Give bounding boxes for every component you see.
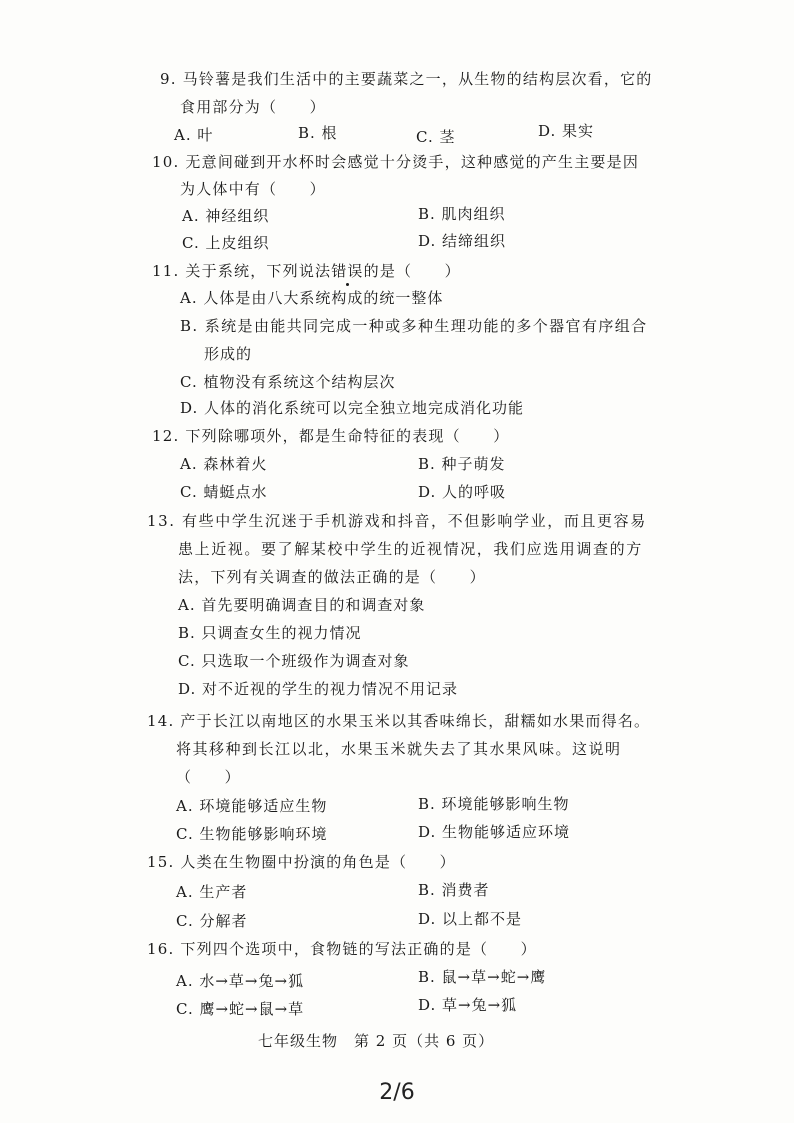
q9-option-a: A. 叶 [174, 126, 214, 144]
q14-option-c: C. 生物能够影响环境 [176, 825, 328, 843]
q12-stem: 12. 下列除哪项外，都是生命特征的表现（ ） [152, 427, 510, 445]
q11-option-a: A. 人体是由八大系统构成的统一整体 [180, 289, 444, 307]
q14-stem-line-1: 14. 产于长江以南地区的水果玉米以其香味绵长，甜糯如水果而得名。 [147, 712, 651, 730]
q11-stem [152, 260, 461, 281]
q13-option-a: A. 首先要明确调查目的和调查对象 [178, 596, 426, 614]
q10-option-b: B. 肌肉组织 [418, 205, 506, 223]
q11-stem-emphasis: 错误 [331, 262, 364, 280]
q11-stem-suffix: 的是（ ） [363, 262, 461, 280]
q16-option-b: B. 鼠→草→蛇→鹰 [418, 968, 547, 986]
q11-option-d: D. 人体的消化系统可以完全独立地完成消化功能 [180, 399, 525, 417]
q12-option-b: B. 种子萌发 [418, 455, 506, 473]
q12-option-a: A. 森林着火 [180, 455, 268, 473]
q9-option-c: C. 茎 [416, 128, 456, 146]
q14-stem-line-3: （ ） [176, 768, 241, 786]
q13-option-b: B. 只调查女生的视力情况 [178, 624, 362, 642]
q10-stem-line-2: 为人体中有（ ） [180, 180, 326, 198]
q11-option-b-continued: 形成的 [204, 345, 253, 363]
q13-stem-line-1: 13. 有些中学生沉迷于手机游戏和抖音，不但影响学业，而且更容易 [147, 512, 647, 530]
q16-option-d: D. 草→兔→狐 [418, 996, 518, 1014]
q11-stem-prefix: 11. 关于系统，下列说法 [152, 262, 332, 280]
q15-stem: 15. 人类在生物圈中扮演的角色是（ ） [147, 853, 456, 871]
q9-option-d: D. 果实 [538, 122, 595, 140]
q16-stem: 16. 下列四个选项中，食物链的写法正确的是（ ） [147, 940, 537, 958]
q15-option-c: C. 分解者 [176, 912, 248, 930]
q15-option-a: A. 生产者 [176, 883, 248, 901]
q15-option-b: B. 消费者 [418, 881, 490, 899]
q13-stem-line-3: 法，下列有关调查的做法正确的是（ ） [178, 568, 486, 586]
q13-option-d: D. 对不近视的学生的视力情况不用记录 [178, 680, 459, 698]
q11-option-b: B. 系统是由能共同完成一种或多种生理功能的多个器官有序组合 [180, 317, 648, 335]
q10-option-c: C. 上皮组织 [182, 234, 270, 252]
q11-option-c: C. 植物没有系统这个结构层次 [180, 373, 396, 391]
q10-option-a: A. 神经组织 [182, 207, 270, 225]
q13-stem-line-2: 患上近视。要了解某校中学生的近视情况，我们应选用调查的方 [178, 540, 643, 558]
q16-option-a: A. 水→草→兔→狐 [176, 972, 305, 990]
q10-option-d: D. 结缔组织 [418, 232, 507, 250]
q10-stem-line-1: 10. 无意间碰到开水杯时会感觉十分烫手，这种感觉的产生主要是因 [152, 153, 640, 171]
q9-stem-line-1: 9. 马铃薯是我们生活中的主要蔬菜之一，从生物的结构层次看，它的 [160, 70, 653, 88]
q14-option-d: D. 生物能够适应环境 [418, 823, 571, 841]
q14-option-b: B. 环境能够影响生物 [418, 795, 570, 813]
q12-option-c: C. 蜻蜓点水 [180, 483, 268, 501]
q9-stem-line-2: 食用部分为（ ） [180, 98, 326, 116]
q13-option-c: C. 只选取一个班级作为调查对象 [178, 652, 410, 670]
q16-option-c: C. 鹰→蛇→鼠→草 [176, 1000, 305, 1018]
q9-option-b: B. 根 [298, 124, 338, 142]
q14-option-a: A. 环境能够适应生物 [176, 797, 328, 815]
page-footer: 七年级生物 第 2 页（共 6 页） [258, 1032, 495, 1050]
q12-option-d: D. 人的呼吸 [418, 483, 507, 501]
q14-stem-line-2: 将其移种到长江以北，水果玉米就失去了其水果风味。这说明 [176, 740, 622, 758]
page-indicator: 2/6 [379, 1080, 415, 1105]
q15-option-d: D. 以上都不是 [418, 910, 523, 928]
